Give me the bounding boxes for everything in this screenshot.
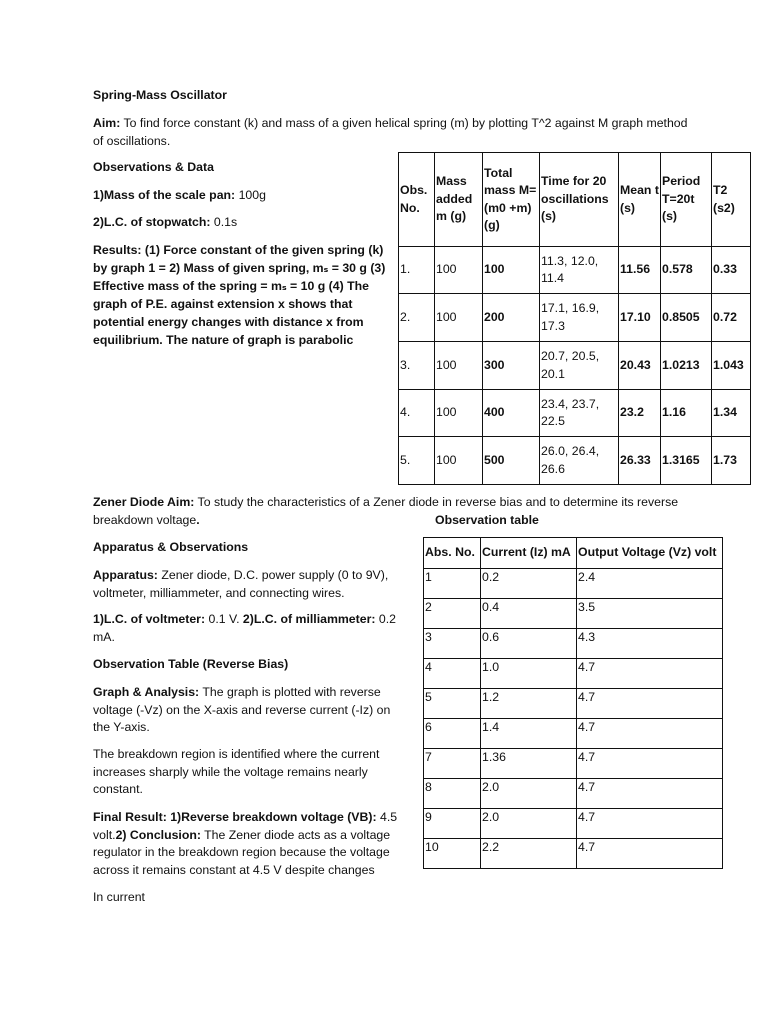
header-cell: Mass added m (g) [435, 153, 483, 247]
graph-text: The graph is plotted with reverse voltage (-Vz) on the X-axis and reverse current (-Iz) on the Y-axis. [93, 685, 391, 734]
table-cell: 100 [483, 247, 540, 294]
table-cell: 1.0213 [661, 342, 712, 390]
table-cell: 17.1, 16.9, 17.3 [540, 294, 619, 342]
table-cell: 2 [424, 599, 481, 629]
table-cell: 0.578 [661, 247, 712, 294]
table-cell: 17.10 [619, 294, 661, 342]
table-cell: 4.3 [577, 629, 723, 659]
table-cell: 0.2 [481, 569, 577, 599]
zener-lc [93, 611, 411, 646]
table-cell: 4.7 [577, 659, 723, 689]
table-cell: 1.73 [712, 437, 751, 485]
header-cell: Period T=20t (s) [661, 153, 712, 247]
table-cell: 26.33 [619, 437, 661, 485]
table-row [399, 294, 751, 342]
table-cell: 23.2 [619, 390, 661, 437]
lc-milliammeter-label: 2)L.C. of milliammeter: [242, 612, 376, 626]
table-cell: 20.7, 20.5, 20.1 [540, 342, 619, 390]
zener-table [423, 537, 723, 869]
table-row [399, 437, 751, 485]
table-cell: 4 [424, 659, 481, 689]
table-cell: 400 [483, 390, 540, 437]
table-cell: 2.4 [577, 569, 723, 599]
zener-final-result [93, 809, 415, 879]
zener-breakdown: The breakdown region is identified where the current increases sharply while the voltage remains nearly constant. [93, 747, 380, 796]
table-cell: 100 [435, 437, 483, 485]
table-cell: 0.8505 [661, 294, 712, 342]
table-row [399, 342, 751, 390]
conclusion-text: The Zener diode acts as a voltage regulator in the breakdown region because the voltage across it remains constant at 4.5 V despite changes [93, 827, 391, 877]
table-cell: 2.2 [481, 839, 577, 869]
table-cell: 2.0 [481, 779, 577, 809]
zener-table-header-row [424, 538, 723, 569]
table-cell: 100 [435, 247, 483, 294]
table-cell: 11.56 [619, 247, 661, 294]
table-cell: 1.4 [481, 719, 577, 749]
table-row [399, 390, 751, 437]
table-cell: 1 [424, 569, 481, 599]
table-cell: 4.7 [577, 749, 723, 779]
lc-milliammeter-value: 0.2 mA. [93, 612, 396, 644]
header-cell: Mean t (s) [619, 153, 661, 247]
spring-table-header-row [399, 153, 751, 247]
table-cell: 2.0 [481, 809, 577, 839]
header-cell: Total mass M=(m0 +m) (g) [483, 153, 540, 247]
lc-stopwatch-label: 2)L.C. of stopwatch: [93, 215, 211, 229]
table-cell: 500 [483, 437, 540, 485]
table-cell: 3. [399, 342, 435, 390]
spring-aim-text: To find force constant (k) and mass of a given helical spring (m) by plotting T^2 against M graph method of oscillations. [93, 116, 688, 148]
header-cell: Output Voltage (Vz) volt [577, 538, 723, 569]
spring-aim-label: Aim: [93, 116, 121, 130]
conclusion-label: 2) Conclusion: [115, 827, 201, 842]
spring-obs-heading: Observations & Data [93, 160, 214, 174]
table-row [424, 689, 723, 719]
table-cell: 100 [435, 390, 483, 437]
table-cell: 0.33 [712, 247, 751, 294]
lc-voltmeter-label: 1)L.C. of voltmeter: [93, 612, 206, 626]
header-cell: Current (Iz) mA [481, 538, 577, 569]
table-cell: 0.6 [481, 629, 577, 659]
table-cell: 1.3165 [661, 437, 712, 485]
table-cell: 4.7 [577, 719, 723, 749]
table-row [424, 839, 723, 869]
table-cell: 1.36 [481, 749, 577, 779]
table-cell: 1.2 [481, 689, 577, 719]
table-cell: 200 [483, 294, 540, 342]
zener-reverse-bias-heading: Observation Table (Reverse Bias) [93, 657, 289, 671]
table-cell: 300 [483, 342, 540, 390]
table-row [424, 569, 723, 599]
mass-pan-value: 100g [235, 188, 266, 202]
table-cell: 5 [424, 689, 481, 719]
lc-stopwatch-value: 0.1s [210, 215, 238, 229]
header-cell: Abs. No. [424, 538, 481, 569]
final-label: Final Result: 1)Reverse breakdown voltage (VB): [93, 810, 377, 824]
zener-aim-end: . [196, 512, 200, 527]
table-cell: 1.16 [661, 390, 712, 437]
table-cell: 3 [424, 629, 481, 659]
table-row [424, 629, 723, 659]
table-row [399, 247, 751, 294]
table-cell: 9 [424, 809, 481, 839]
table-cell: 0.4 [481, 599, 577, 629]
spring-table [398, 152, 751, 485]
table-cell: 100 [435, 294, 483, 342]
zener-aim [93, 494, 693, 529]
table-row [424, 599, 723, 629]
table-cell: 1.34 [712, 390, 751, 437]
table-row [424, 779, 723, 809]
table-cell: 6 [424, 719, 481, 749]
header-cell: T2 (s2) [712, 153, 751, 247]
table-cell: 1.0 [481, 659, 577, 689]
table-cell: 1.043 [712, 342, 751, 390]
spring-mass-pan [93, 187, 266, 205]
table-cell: 1. [399, 247, 435, 294]
table-cell: 100 [435, 342, 483, 390]
spring-lc-stopwatch [93, 214, 237, 232]
table-cell: 8 [424, 779, 481, 809]
table-cell: 20.43 [619, 342, 661, 390]
table-row [424, 809, 723, 839]
table-cell: 2. [399, 294, 435, 342]
lc-voltmeter-value: 0.1 V. [205, 612, 243, 626]
table-row [424, 719, 723, 749]
table-cell: 3.5 [577, 599, 723, 629]
table-cell: 5. [399, 437, 435, 485]
zener-apparatus-heading: Apparatus & Observations [93, 540, 249, 554]
table-cell: 4. [399, 390, 435, 437]
table-cell: 26.0, 26.4, 26.6 [540, 437, 619, 485]
table-cell: 23.4, 23.7, 22.5 [540, 390, 619, 437]
zener-apparatus [93, 567, 411, 602]
table-cell: 4.7 [577, 779, 723, 809]
zener-in-current: In current [93, 890, 145, 904]
spring-title: Spring-Mass Oscillator [93, 88, 227, 102]
zener-obs-table-label: Observation table [435, 513, 539, 527]
table-cell: 11.3, 12.0, 11.4 [540, 247, 619, 294]
mass-pan-label: 1)Mass of the scale pan: [93, 188, 236, 202]
table-cell: 4.7 [577, 839, 723, 869]
graph-label: Graph & Analysis: [93, 685, 200, 699]
table-cell: 4.7 [577, 809, 723, 839]
header-cell: Obs. No. [399, 153, 435, 247]
table-row [424, 659, 723, 689]
zener-aim-label: Zener Diode Aim: [93, 495, 195, 509]
table-cell: 7 [424, 749, 481, 779]
table-cell: 4.7 [577, 689, 723, 719]
apparatus-text: Zener diode, D.C. power supply (0 to 9V), voltmeter, milliammeter, and connecting wires. [93, 568, 389, 600]
table-row [424, 749, 723, 779]
zener-aim-text: To study the characteristics of a Zener diode in reverse bias and to determine its reverse breakdown voltage [93, 495, 679, 527]
zener-graph [93, 684, 409, 737]
header-cell: Time for 20 oscillations (s) [540, 153, 619, 247]
table-cell: 10 [424, 839, 481, 869]
spring-aim [93, 115, 693, 150]
table-cell: 0.72 [712, 294, 751, 342]
spring-results: Results: (1) Force constant of the given spring (k) by graph 1 = 2) Mass of given spring, mₛ = 30 g (3) Effective mass of the spring = mₛ = 10 g (4) The graph of P.E. against extension x shows that potential energy changes with distance x from equilibrium. The nature of graph is parabolic [93, 243, 386, 347]
final-value: 4.5 volt. [93, 810, 398, 842]
apparatus-label: Apparatus: [93, 568, 158, 582]
